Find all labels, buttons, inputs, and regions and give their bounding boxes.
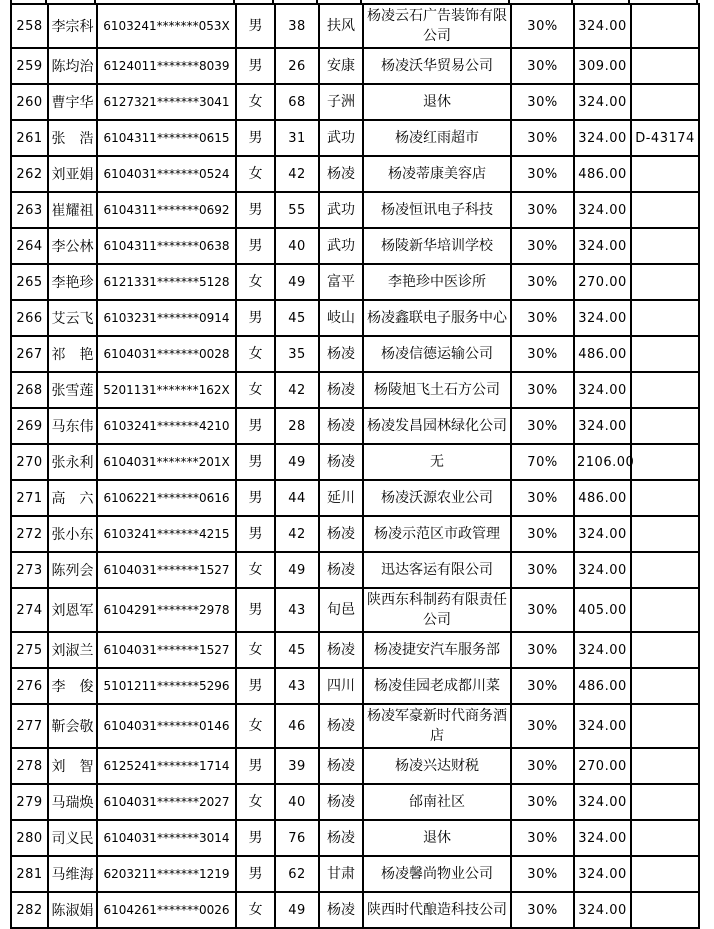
- cell-employer: 陕西东科制药有限责任公司: [363, 588, 511, 632]
- cell-employer: 杨陵新华培训学校: [363, 228, 511, 264]
- cell-native-place: 武功: [319, 228, 363, 264]
- cell-name: 高 六: [48, 480, 97, 516]
- cell-remark: [631, 892, 699, 928]
- cell-row-number: 267: [11, 336, 48, 372]
- cell-gender: 男: [236, 120, 275, 156]
- cell-age: 68: [275, 84, 319, 120]
- cell-remark: [631, 784, 699, 820]
- cell-native-place: 杨凌: [319, 552, 363, 588]
- table-row: [11, 120, 699, 156]
- cell-age: 49: [275, 444, 319, 480]
- cell-remark: [631, 632, 699, 668]
- cell-age: 40: [275, 228, 319, 264]
- cell-amount: 324.00: [574, 84, 631, 120]
- table-row: [11, 84, 699, 120]
- cell-ratio: 30%: [511, 372, 574, 408]
- cell-ratio: 30%: [511, 120, 574, 156]
- cell-gender: 男: [236, 300, 275, 336]
- cell-name: 李 俊: [48, 668, 97, 704]
- cell-employer: 杨凌信德运输公司: [363, 336, 511, 372]
- cell-ratio: 30%: [511, 300, 574, 336]
- cell-gender: 女: [236, 84, 275, 120]
- cell-amount: 405.00: [574, 588, 631, 632]
- cell-age: 43: [275, 588, 319, 632]
- cell-remark: [631, 820, 699, 856]
- cell-amount: 324.00: [574, 120, 631, 156]
- cell-id-number: 6104291*******2978: [97, 588, 236, 632]
- cell-name: 刘 智: [48, 748, 97, 784]
- cell-age: 42: [275, 516, 319, 552]
- cell-age: 40: [275, 784, 319, 820]
- cell-ratio: 30%: [511, 784, 574, 820]
- cell-amount: 324.00: [574, 784, 631, 820]
- cell-gender: 女: [236, 336, 275, 372]
- cell-name: 张永利: [48, 444, 97, 480]
- cell-row-number: 263: [11, 192, 48, 228]
- cell-native-place: 杨凌: [319, 748, 363, 784]
- table-row: [11, 892, 699, 928]
- cell-remark: [631, 192, 699, 228]
- cell-employer: 杨凌兴达财税: [363, 748, 511, 784]
- cell-name: 陈淑娟: [48, 892, 97, 928]
- cell-row-number: 281: [11, 856, 48, 892]
- cell-ratio: 30%: [511, 632, 574, 668]
- cell-remark: [631, 704, 699, 748]
- cell-gender: 女: [236, 892, 275, 928]
- cell-employer: 杨凌馨尚物业公司: [363, 856, 511, 892]
- cell-amount: 324.00: [574, 892, 631, 928]
- cell-age: 26: [275, 48, 319, 84]
- cell-ratio: 30%: [511, 336, 574, 372]
- cell-native-place: 杨凌: [319, 372, 363, 408]
- cell-employer: 杨凌云石广告装饰有限公司: [363, 4, 511, 48]
- cell-employer: 杨陵旭飞土石方公司: [363, 372, 511, 408]
- cell-amount: 486.00: [574, 480, 631, 516]
- cell-native-place: 四川: [319, 668, 363, 704]
- cell-id-number: 6127321*******3041: [97, 84, 236, 120]
- cell-ratio: 30%: [511, 48, 574, 84]
- cell-name: 艾云飞: [48, 300, 97, 336]
- cell-employer: 杨凌示范区市政管理: [363, 516, 511, 552]
- cell-name: 张雪莲: [48, 372, 97, 408]
- cell-ratio: 30%: [511, 480, 574, 516]
- cell-native-place: 扶风: [319, 4, 363, 48]
- cell-id-number: 6103231*******0914: [97, 300, 236, 336]
- cell-row-number: 265: [11, 264, 48, 300]
- cell-id-number: 6103241*******4210: [97, 408, 236, 444]
- cell-gender: 女: [236, 552, 275, 588]
- cell-employer: 退休: [363, 820, 511, 856]
- cell-row-number: 258: [11, 4, 48, 48]
- cell-id-number: 6124011*******8039: [97, 48, 236, 84]
- cell-native-place: 杨凌: [319, 820, 363, 856]
- cell-age: 28: [275, 408, 319, 444]
- cell-native-place: 杨凌: [319, 516, 363, 552]
- cell-ratio: 70%: [511, 444, 574, 480]
- cell-native-place: 甘肃: [319, 856, 363, 892]
- table-row: [11, 704, 699, 748]
- table-row: [11, 336, 699, 372]
- cell-native-place: 旬邑: [319, 588, 363, 632]
- cell-name: 崔耀祖: [48, 192, 97, 228]
- cell-age: 39: [275, 748, 319, 784]
- cell-ratio: 30%: [511, 668, 574, 704]
- cell-row-number: 278: [11, 748, 48, 784]
- table-row: [11, 300, 699, 336]
- cell-id-number: 6104031*******0146: [97, 704, 236, 748]
- cell-id-number: 6104311*******0615: [97, 120, 236, 156]
- cell-name: 刘亚娟: [48, 156, 97, 192]
- cell-name: 刘恩军: [48, 588, 97, 632]
- cell-age: 38: [275, 4, 319, 48]
- cell-gender: 男: [236, 444, 275, 480]
- cell-age: 45: [275, 300, 319, 336]
- cell-age: 35: [275, 336, 319, 372]
- cell-employer: 李艳珍中医诊所: [363, 264, 511, 300]
- roster-table: [10, 3, 700, 929]
- cell-row-number: 259: [11, 48, 48, 84]
- cell-employer: 迅达客运有限公司: [363, 552, 511, 588]
- cell-native-place: 杨凌: [319, 336, 363, 372]
- cell-native-place: 杨凌: [319, 444, 363, 480]
- cell-amount: 324.00: [574, 4, 631, 48]
- cell-amount: 324.00: [574, 372, 631, 408]
- cell-name: 曹宇华: [48, 84, 97, 120]
- table-row: [11, 748, 699, 784]
- cell-ratio: 30%: [511, 192, 574, 228]
- cell-remark: [631, 336, 699, 372]
- cell-employer: 无: [363, 444, 511, 480]
- cell-remark: [631, 300, 699, 336]
- cell-employer: 陕西时代酿造科技公司: [363, 892, 511, 928]
- cell-ratio: 30%: [511, 264, 574, 300]
- cell-id-number: 6106221*******0616: [97, 480, 236, 516]
- cell-employer: 杨凌佳园老成都川菜: [363, 668, 511, 704]
- cell-id-number: 6104031*******1527: [97, 632, 236, 668]
- cell-row-number: 275: [11, 632, 48, 668]
- cell-ratio: 30%: [511, 856, 574, 892]
- cell-gender: 男: [236, 228, 275, 264]
- cell-remark: [631, 408, 699, 444]
- cell-age: 42: [275, 156, 319, 192]
- cell-ratio: 30%: [511, 588, 574, 632]
- cell-ratio: 30%: [511, 156, 574, 192]
- cell-remark: [631, 588, 699, 632]
- cell-row-number: 262: [11, 156, 48, 192]
- cell-remark: [631, 264, 699, 300]
- cell-name: 陈均治: [48, 48, 97, 84]
- cell-id-number: 6104311*******0692: [97, 192, 236, 228]
- table-row: [11, 48, 699, 84]
- cell-ratio: 30%: [511, 748, 574, 784]
- cell-remark: [631, 4, 699, 48]
- cell-id-number: 6103241*******053X: [97, 4, 236, 48]
- cell-remark: [631, 516, 699, 552]
- cell-employer: 杨凌红雨超市: [363, 120, 511, 156]
- cell-name: 马瑞焕: [48, 784, 97, 820]
- cell-row-number: 268: [11, 372, 48, 408]
- cell-remark: D-43174: [631, 120, 699, 156]
- cell-remark: [631, 48, 699, 84]
- cell-row-number: 282: [11, 892, 48, 928]
- cell-ratio: 30%: [511, 228, 574, 264]
- cell-native-place: 杨凌: [319, 784, 363, 820]
- cell-gender: 男: [236, 516, 275, 552]
- cell-id-number: 6104031*******1527: [97, 552, 236, 588]
- cell-row-number: 260: [11, 84, 48, 120]
- cell-native-place: 延川: [319, 480, 363, 516]
- cell-native-place: 杨凌: [319, 408, 363, 444]
- cell-amount: 324.00: [574, 228, 631, 264]
- cell-row-number: 273: [11, 552, 48, 588]
- cell-amount: 324.00: [574, 704, 631, 748]
- cell-gender: 女: [236, 372, 275, 408]
- table-row: [11, 228, 699, 264]
- cell-amount: 486.00: [574, 668, 631, 704]
- cell-remark: [631, 84, 699, 120]
- cell-age: 49: [275, 552, 319, 588]
- cell-name: 张小东: [48, 516, 97, 552]
- cell-native-place: 子洲: [319, 84, 363, 120]
- cell-row-number: 264: [11, 228, 48, 264]
- cell-row-number: 280: [11, 820, 48, 856]
- table-row: [11, 784, 699, 820]
- cell-age: 44: [275, 480, 319, 516]
- cell-id-number: 6121331*******5128: [97, 264, 236, 300]
- table-row: [11, 444, 699, 480]
- cell-employer: 杨凌鑫联电子服务中心: [363, 300, 511, 336]
- cell-name: 陈列会: [48, 552, 97, 588]
- cell-amount: 324.00: [574, 192, 631, 228]
- cell-name: 马东伟: [48, 408, 97, 444]
- cell-id-number: 6203211*******1219: [97, 856, 236, 892]
- cell-name: 李公林: [48, 228, 97, 264]
- table-row: [11, 408, 699, 444]
- cell-remark: [631, 748, 699, 784]
- cell-amount: 324.00: [574, 856, 631, 892]
- cell-age: 62: [275, 856, 319, 892]
- table-row: [11, 632, 699, 668]
- table-row: [11, 552, 699, 588]
- cell-row-number: 272: [11, 516, 48, 552]
- cell-id-number: 6104031*******3014: [97, 820, 236, 856]
- cell-employer: 杨凌军豪新时代商务酒店: [363, 704, 511, 748]
- cell-id-number: 5101211*******5296: [97, 668, 236, 704]
- cell-ratio: 30%: [511, 408, 574, 444]
- cell-age: 49: [275, 892, 319, 928]
- cell-gender: 男: [236, 408, 275, 444]
- cell-row-number: 261: [11, 120, 48, 156]
- cell-gender: 男: [236, 480, 275, 516]
- cell-age: 31: [275, 120, 319, 156]
- cell-native-place: 杨凌: [319, 632, 363, 668]
- cell-native-place: 武功: [319, 192, 363, 228]
- cell-row-number: 276: [11, 668, 48, 704]
- cell-amount: 324.00: [574, 408, 631, 444]
- cell-remark: [631, 444, 699, 480]
- cell-ratio: 30%: [511, 820, 574, 856]
- cell-amount: 2106.00: [574, 444, 631, 480]
- cell-gender: 女: [236, 784, 275, 820]
- cell-remark: [631, 372, 699, 408]
- cell-name: 祁 艳: [48, 336, 97, 372]
- cell-id-number: 6104031*******0028: [97, 336, 236, 372]
- cell-amount: 324.00: [574, 516, 631, 552]
- cell-employer: 邰南社区: [363, 784, 511, 820]
- cell-amount: 486.00: [574, 336, 631, 372]
- cell-employer: 杨凌蒂康美容店: [363, 156, 511, 192]
- cell-remark: [631, 856, 699, 892]
- cell-ratio: 30%: [511, 892, 574, 928]
- cell-employer: 杨凌恒讯电子科技: [363, 192, 511, 228]
- table-row: [11, 372, 699, 408]
- table-row: [11, 820, 699, 856]
- cell-id-number: 6104031*******201X: [97, 444, 236, 480]
- cell-ratio: 30%: [511, 704, 574, 748]
- table-row: [11, 4, 699, 48]
- cell-employer: 杨凌沃华贸易公司: [363, 48, 511, 84]
- cell-name: 司义民: [48, 820, 97, 856]
- cell-gender: 男: [236, 820, 275, 856]
- cell-gender: 男: [236, 588, 275, 632]
- cell-remark: [631, 668, 699, 704]
- table-row: [11, 192, 699, 228]
- cell-gender: 女: [236, 264, 275, 300]
- table-row: [11, 516, 699, 552]
- cell-name: 马维海: [48, 856, 97, 892]
- cell-amount: 270.00: [574, 748, 631, 784]
- cell-row-number: 277: [11, 704, 48, 748]
- cell-gender: 男: [236, 192, 275, 228]
- cell-age: 43: [275, 668, 319, 704]
- cell-amount: 324.00: [574, 632, 631, 668]
- cell-name: 李宗科: [48, 4, 97, 48]
- cell-employer: 杨凌沃源农业公司: [363, 480, 511, 516]
- cell-name: 刘淑兰: [48, 632, 97, 668]
- cell-native-place: 岐山: [319, 300, 363, 336]
- cell-amount: 270.00: [574, 264, 631, 300]
- cell-row-number: 266: [11, 300, 48, 336]
- cell-row-number: 274: [11, 588, 48, 632]
- cell-id-number: 6104031*******2027: [97, 784, 236, 820]
- cell-amount: 309.00: [574, 48, 631, 84]
- cell-remark: [631, 156, 699, 192]
- cell-native-place: 富平: [319, 264, 363, 300]
- cell-id-number: 6104031*******0524: [97, 156, 236, 192]
- cell-age: 55: [275, 192, 319, 228]
- cell-remark: [631, 228, 699, 264]
- cell-name: 靳会敬: [48, 704, 97, 748]
- cell-row-number: 269: [11, 408, 48, 444]
- cell-row-number: 271: [11, 480, 48, 516]
- cell-employer: 退休: [363, 84, 511, 120]
- cell-gender: 男: [236, 48, 275, 84]
- cell-gender: 女: [236, 704, 275, 748]
- cell-id-number: 6103241*******4215: [97, 516, 236, 552]
- cell-age: 49: [275, 264, 319, 300]
- cell-native-place: 安康: [319, 48, 363, 84]
- cell-ratio: 30%: [511, 552, 574, 588]
- cell-id-number: 6125241*******1714: [97, 748, 236, 784]
- table-row: [11, 156, 699, 192]
- cell-gender: 女: [236, 156, 275, 192]
- table-row: [11, 588, 699, 632]
- cell-amount: 324.00: [574, 300, 631, 336]
- cell-ratio: 30%: [511, 84, 574, 120]
- cell-id-number: 6104311*******0638: [97, 228, 236, 264]
- cell-row-number: 279: [11, 784, 48, 820]
- cell-native-place: 杨凌: [319, 156, 363, 192]
- cell-native-place: 武功: [319, 120, 363, 156]
- cell-name: 李艳珍: [48, 264, 97, 300]
- cell-gender: 男: [236, 748, 275, 784]
- cell-age: 45: [275, 632, 319, 668]
- cell-ratio: 30%: [511, 4, 574, 48]
- cell-remark: [631, 480, 699, 516]
- cell-id-number: 6104261*******0026: [97, 892, 236, 928]
- table-row: [11, 668, 699, 704]
- cell-gender: 女: [236, 632, 275, 668]
- cell-employer: 杨凌发昌园林绿化公司: [363, 408, 511, 444]
- cell-ratio: 30%: [511, 516, 574, 552]
- cell-name: 张 浩: [48, 120, 97, 156]
- cell-native-place: 杨凌: [319, 892, 363, 928]
- cell-amount: 324.00: [574, 552, 631, 588]
- cell-age: 76: [275, 820, 319, 856]
- cell-native-place: 杨凌: [319, 704, 363, 748]
- cell-id-number: 5201131*******162X: [97, 372, 236, 408]
- cell-remark: [631, 552, 699, 588]
- cell-employer: 杨凌捷安汽车服务部: [363, 632, 511, 668]
- cell-gender: 男: [236, 4, 275, 48]
- cell-amount: 324.00: [574, 820, 631, 856]
- cell-gender: 男: [236, 668, 275, 704]
- cell-age: 46: [275, 704, 319, 748]
- table-row: [11, 480, 699, 516]
- table-row: [11, 856, 699, 892]
- cell-gender: 男: [236, 856, 275, 892]
- table-row: [11, 264, 699, 300]
- cell-age: 42: [275, 372, 319, 408]
- cell-row-number: 270: [11, 444, 48, 480]
- cell-amount: 486.00: [574, 156, 631, 192]
